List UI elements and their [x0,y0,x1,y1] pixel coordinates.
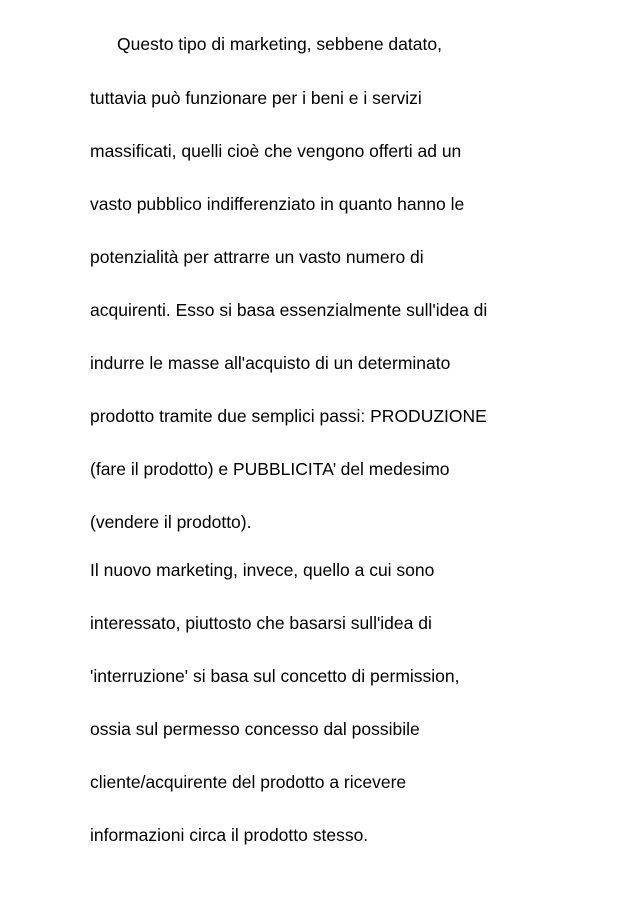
paragraph-2-line-4: ossia sul permesso concesso dal possibile [90,719,420,739]
paragraph-2-line-3: 'interruzione' si basa sul concetto di permission, [90,666,460,686]
paragraph-2-line-5: cliente/acquirente del prodotto a ricevere [90,772,407,792]
paragraph-1-line-8: prodotto tramite due semplici passi: PRODUZIONE [90,406,487,426]
paragraph-1-line-1: Questo tipo di marketing, sebbene datato, [117,34,442,54]
paragraph-1-line-2: tuttavia può funzionare per i beni e i servizi [90,88,422,108]
paragraph-1-line-10: (vendere il prodotto). [90,512,252,532]
paragraph-1-line-3: massificati, quelli cioè che vengono offerti ad un [90,141,462,161]
paragraph-2-line-6: informazioni circa il prodotto stesso. [90,825,369,845]
paragraph-1-line-4: vasto pubblico indifferenziato in quanto hanno le [90,194,465,214]
paragraph-1-line-6: acquirenti. Esso si basa essenzialmente sull'idea di [90,300,488,320]
paragraph-2-line-1: Il nuovo marketing, invece, quello a cui sono [90,560,435,580]
paragraph-1-line-9: (fare il prodotto) e PUBBLICITA’ del medesimo [90,459,450,479]
paragraph-2-line-2: interessato, piuttosto che basarsi sull'idea di [90,613,432,633]
paragraph-1-line-7: indurre le masse all'acquisto di un determinato [90,353,451,373]
paragraph-1-line-5: potenzialità per attrarre un vasto numero di [90,247,424,267]
